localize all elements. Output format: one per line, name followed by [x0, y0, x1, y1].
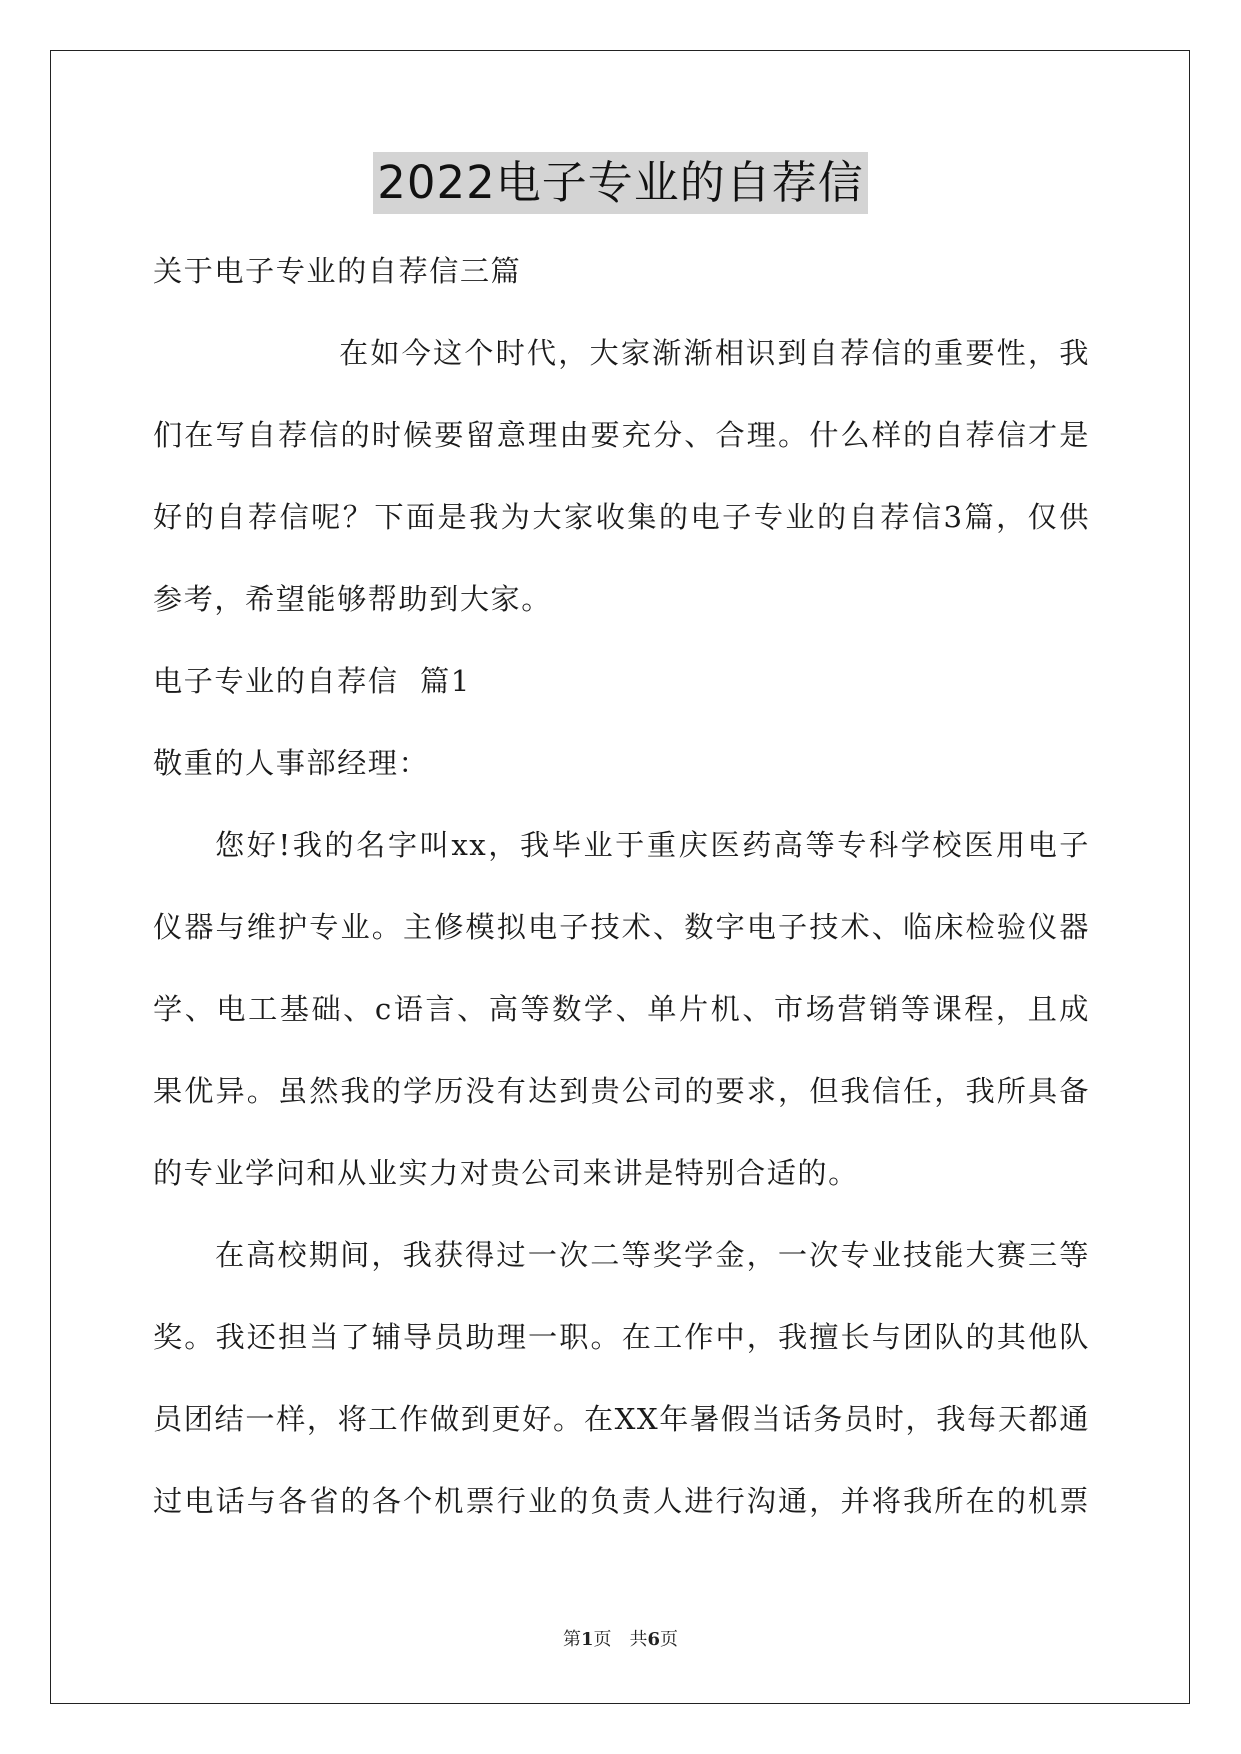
- salutation-line: 敬重的人事部经理：: [153, 746, 430, 780]
- page-footer: [0, 1625, 1241, 1651]
- body-line: 在高校期间，我获得过一次二等奖学金，一次专业技能大赛三等: [215, 1238, 1090, 1272]
- title-container: [0, 152, 1241, 214]
- body-line: 过电话与各省的各个机票行业的负责人进行沟通，并将我所在的机票: [153, 1484, 1090, 1518]
- section-heading: 电子专业的自荐信 篇1: [153, 664, 471, 698]
- body-line: 果优异。虽然我的学历没有达到贵公司的要求，但我信任，我所具备: [153, 1074, 1090, 1108]
- body-line: 好的自荐信呢？下面是我为大家收集的电子专业的自荐信3篇，仅供: [153, 500, 1090, 534]
- footer-page-mid: 页 共: [593, 1629, 648, 1650]
- body-line: 参考，希望能够帮助到大家。: [153, 582, 552, 616]
- footer-page-suffix: 页: [660, 1629, 679, 1650]
- subtitle-line: 关于电子专业的自荐信三篇: [153, 254, 522, 288]
- body-line: 的专业学问和从业实力对贵公司来讲是特别合适的。: [153, 1156, 859, 1190]
- body-line: 您好!我的名字叫xx，我毕业于重庆医药高等专科学校医用电子: [215, 828, 1090, 862]
- footer-page-prefix: 第: [562, 1629, 581, 1650]
- footer-page-total: 6: [647, 1629, 661, 1650]
- document-body: [153, 230, 1090, 1542]
- body-line: 在如今这个时代，大家渐渐相识到自荐信的重要性，我: [339, 336, 1090, 370]
- footer-page-current: 1: [580, 1629, 594, 1650]
- body-line: 们在写自荐信的时候要留意理由要充分、合理。什么样的自荐信才是: [153, 418, 1090, 452]
- document-title: 2022电子专业的自荐信: [373, 152, 868, 214]
- body-line: 仪器与维护专业。主修模拟电子技术、数字电子技术、临床检验仪器: [153, 910, 1090, 944]
- body-line: 员团结一样，将工作做到更好。在XX年暑假当话务员时，我每天都通: [153, 1402, 1090, 1436]
- body-line: 奖。我还担当了辅导员助理一职。在工作中，我擅长与团队的其他队: [153, 1320, 1090, 1354]
- body-line: 学、电工基础、c语言、高等数学、单片机、市场营销等课程，且成: [153, 992, 1090, 1026]
